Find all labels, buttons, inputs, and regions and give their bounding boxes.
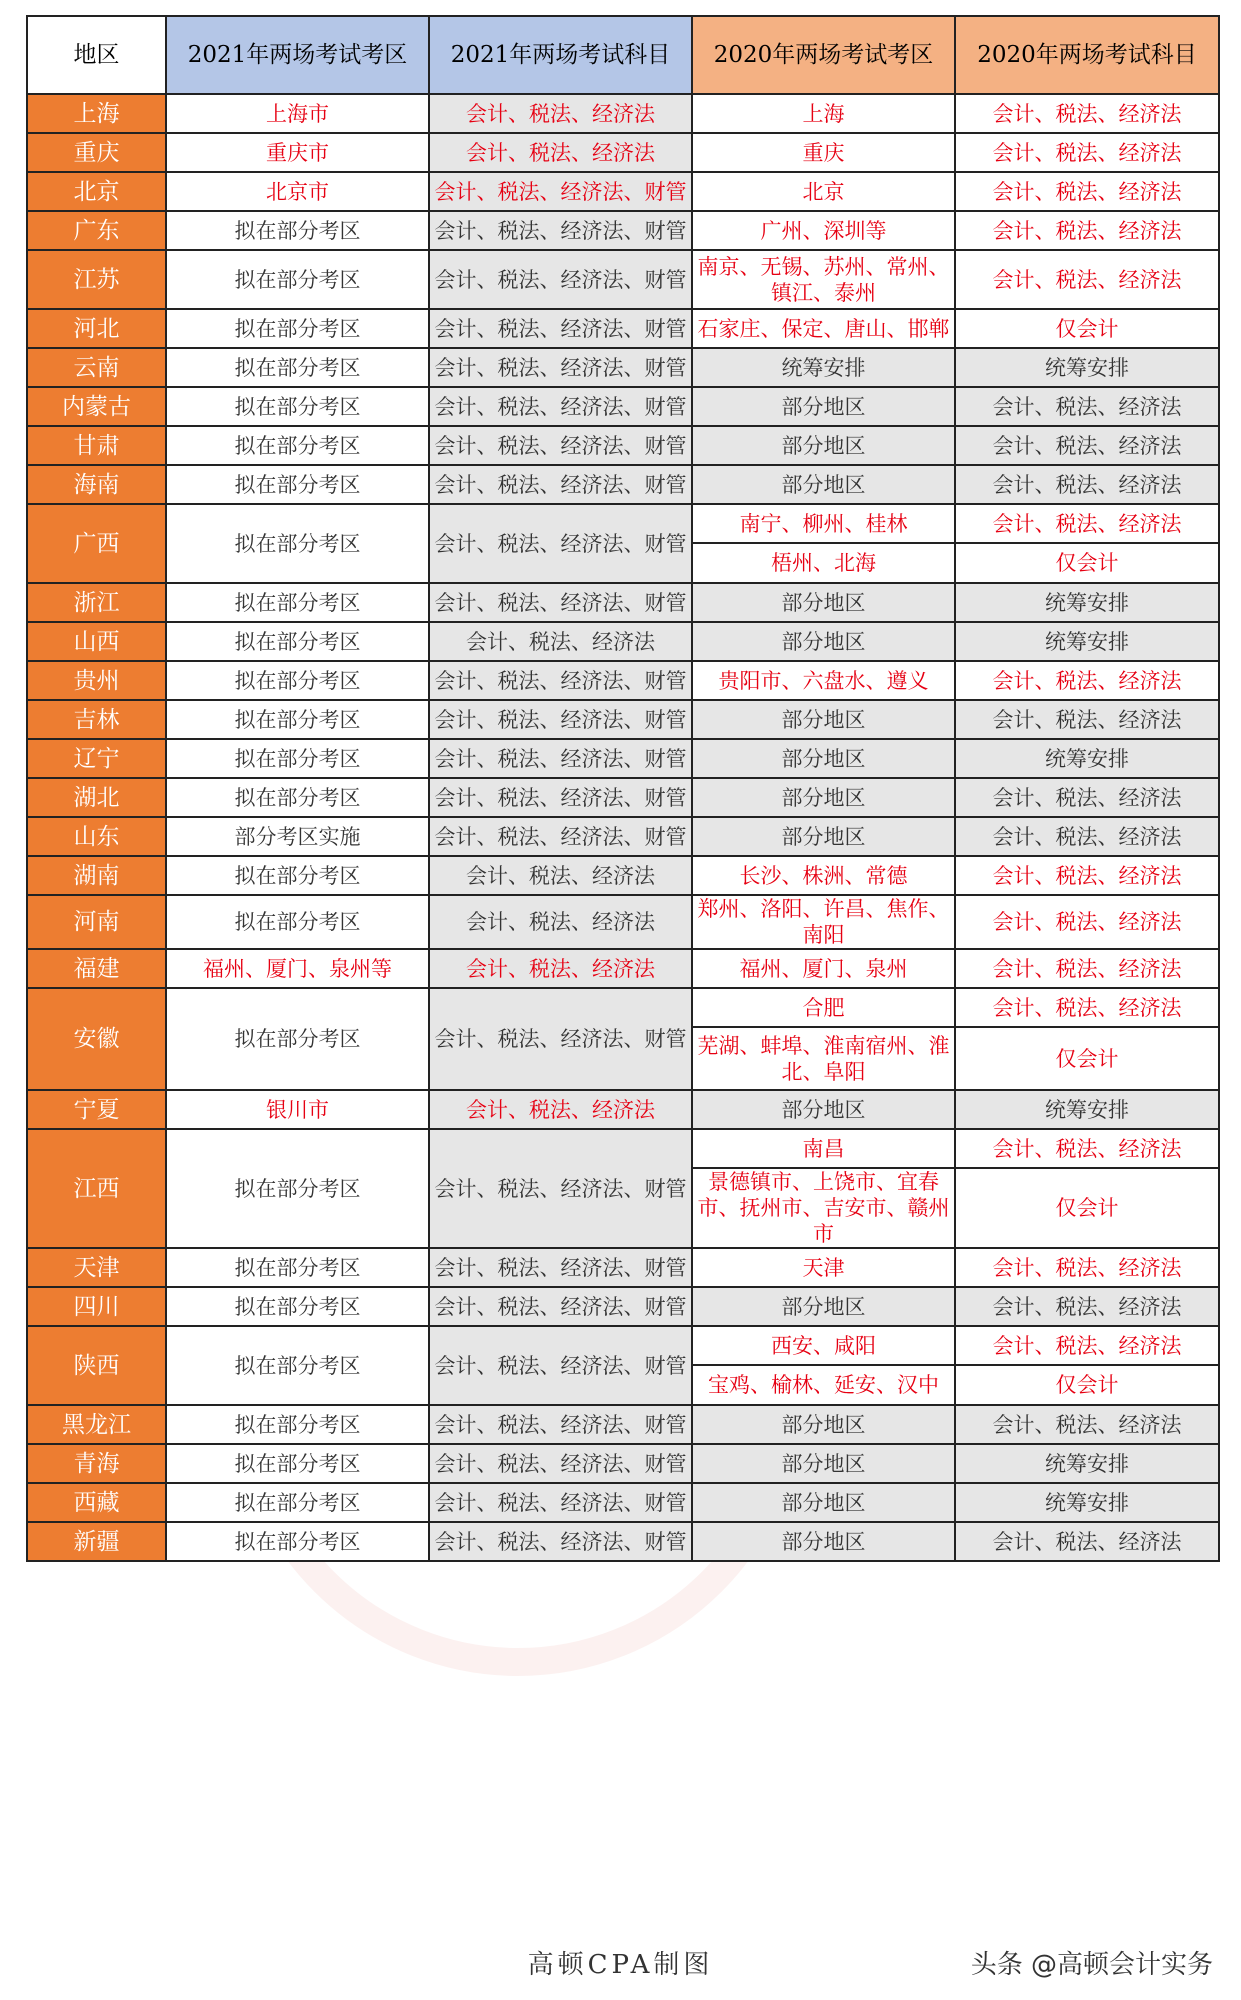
area-2021-cell: 拟在部分考区	[166, 1287, 429, 1326]
subjects-2020-cell: 仅会计	[955, 543, 1219, 583]
table-row	[27, 387, 1219, 426]
table-row	[27, 1129, 1219, 1168]
region-cell: 山西	[27, 622, 166, 661]
subjects-2020-cell: 会计、税法、经济法	[955, 1248, 1219, 1287]
subjects-2020-cell: 统筹安排	[955, 739, 1219, 778]
table-row	[27, 211, 1219, 250]
area-2021-cell: 拟在部分考区	[166, 309, 429, 348]
region-cell: 北京	[27, 172, 166, 211]
subjects-2020-cell: 会计、税法、经济法	[955, 1287, 1219, 1326]
region-cell: 贵州	[27, 661, 166, 700]
table-row	[27, 1248, 1219, 1287]
exam-area-table	[26, 15, 1220, 1562]
table-row	[27, 1522, 1219, 1561]
area-2021-cell: 拟在部分考区	[166, 622, 429, 661]
subjects-2020-cell: 统筹安排	[955, 1483, 1219, 1522]
area-2020-cell: 上海	[692, 94, 955, 133]
subjects-2021-cell: 会计、税法、经济法、财管	[429, 1248, 692, 1287]
region-cell: 内蒙古	[27, 387, 166, 426]
subjects-2020-cell: 会计、税法、经济法	[955, 172, 1219, 211]
table-row	[27, 1483, 1219, 1522]
region-cell: 吉林	[27, 700, 166, 739]
table-row	[27, 949, 1219, 988]
subjects-2020-cell: 统筹安排	[955, 583, 1219, 622]
area-2021-cell: 拟在部分考区	[166, 1405, 429, 1444]
subjects-2020-cell: 仅会计	[955, 1365, 1219, 1405]
subjects-2020-cell: 会计、税法、经济法	[955, 817, 1219, 856]
subjects-2021-cell: 会计、税法、经济法、财管	[429, 211, 692, 250]
table-row	[27, 895, 1219, 949]
subjects-2020-cell: 会计、税法、经济法	[955, 1522, 1219, 1561]
subjects-2021-cell: 会计、税法、经济法、财管	[429, 250, 692, 309]
area-2020-cell: 郑州、洛阳、许昌、焦作、南阳	[692, 895, 955, 949]
subjects-2020-cell: 会计、税法、经济法	[955, 1129, 1219, 1168]
subjects-2021-cell: 会计、税法、经济法	[429, 133, 692, 172]
subjects-2020-cell: 会计、税法、经济法	[955, 949, 1219, 988]
subjects-2021-cell: 会计、税法、经济法	[429, 94, 692, 133]
area-2020-cell: 部分地区	[692, 583, 955, 622]
area-2021-cell: 北京市	[166, 172, 429, 211]
area-2021-cell: 部分考区实施	[166, 817, 429, 856]
region-cell: 黑龙江	[27, 1405, 166, 1444]
table-row	[27, 1090, 1219, 1129]
chart-caption: 高顿CPA制图	[527, 1950, 714, 1980]
subjects-2020-cell: 统筹安排	[955, 622, 1219, 661]
table-row	[27, 583, 1219, 622]
area-2020-cell: 景德镇市、上饶市、宜春市、抚州市、吉安市、赣州市	[692, 1168, 955, 1248]
area-2020-cell: 福州、厦门、泉州	[692, 949, 955, 988]
region-cell: 湖南	[27, 856, 166, 895]
subjects-2021-cell: 会计、税法、经济法、财管	[429, 739, 692, 778]
subjects-2021-cell: 会计、税法、经济法、财管	[429, 817, 692, 856]
region-cell: 云南	[27, 348, 166, 387]
area-2020-cell: 芜湖、蚌埠、淮南宿州、淮北、阜阳	[692, 1027, 955, 1090]
subjects-2021-cell: 会计、税法、经济法、财管	[429, 1326, 692, 1405]
area-2021-cell: 拟在部分考区	[166, 739, 429, 778]
subjects-2021-cell: 会计、税法、经济法、财管	[429, 1129, 692, 1248]
subjects-2021-cell: 会计、税法、经济法、财管	[429, 309, 692, 348]
table-row	[27, 172, 1219, 211]
subjects-2021-cell: 会计、税法、经济法、财管	[429, 1444, 692, 1483]
area-2020-cell: 长沙、株洲、常德	[692, 856, 955, 895]
table-row	[27, 133, 1219, 172]
subjects-2020-cell: 会计、税法、经济法	[955, 94, 1219, 133]
region-cell: 河北	[27, 309, 166, 348]
subjects-2021-cell: 会计、税法、经济法、财管	[429, 387, 692, 426]
region-cell: 广东	[27, 211, 166, 250]
area-2020-cell: 石家庄、保定、唐山、邯郸	[692, 309, 955, 348]
area-2021-cell: 拟在部分考区	[166, 778, 429, 817]
region-cell: 山东	[27, 817, 166, 856]
subjects-2021-cell: 会计、税法、经济法、财管	[429, 778, 692, 817]
area-2021-cell: 拟在部分考区	[166, 661, 429, 700]
area-2021-cell: 拟在部分考区	[166, 348, 429, 387]
area-2021-cell: 拟在部分考区	[166, 426, 429, 465]
table-row	[27, 988, 1219, 1027]
region-cell: 江西	[27, 1129, 166, 1248]
table-row	[27, 739, 1219, 778]
table-row	[27, 309, 1219, 348]
area-2020-cell: 部分地区	[692, 739, 955, 778]
subjects-2021-cell: 会计、税法、经济法、财管	[429, 661, 692, 700]
subjects-2020-cell: 会计、税法、经济法	[955, 211, 1219, 250]
header-region: 地区	[27, 16, 166, 94]
area-2020-cell: 部分地区	[692, 622, 955, 661]
subjects-2021-cell: 会计、税法、经济法	[429, 895, 692, 949]
table-row	[27, 1287, 1219, 1326]
table-row	[27, 504, 1219, 543]
region-cell: 四川	[27, 1287, 166, 1326]
area-2021-cell: 拟在部分考区	[166, 1483, 429, 1522]
subjects-2021-cell: 会计、税法、经济法	[429, 856, 692, 895]
area-2020-cell: 西安、咸阳	[692, 1326, 955, 1365]
subjects-2020-cell: 会计、税法、经济法	[955, 387, 1219, 426]
subjects-2021-cell: 会计、税法、经济法、财管	[429, 583, 692, 622]
table-row	[27, 661, 1219, 700]
region-cell: 海南	[27, 465, 166, 504]
area-2021-cell: 银川市	[166, 1090, 429, 1129]
subjects-2020-cell: 会计、税法、经济法	[955, 1326, 1219, 1365]
subjects-2021-cell: 会计、税法、经济法、财管	[429, 172, 692, 211]
header-2020-subjects: 2020年两场考试科目	[955, 16, 1219, 94]
area-2021-cell: 拟在部分考区	[166, 1248, 429, 1287]
area-2021-cell: 重庆市	[166, 133, 429, 172]
subjects-2020-cell: 会计、税法、经济法	[955, 426, 1219, 465]
subjects-2020-cell: 仅会计	[955, 309, 1219, 348]
area-2021-cell: 拟在部分考区	[166, 250, 429, 309]
subjects-2021-cell: 会计、税法、经济法	[429, 622, 692, 661]
area-2020-cell: 部分地区	[692, 778, 955, 817]
area-2020-cell: 部分地区	[692, 1444, 955, 1483]
area-2021-cell: 拟在部分考区	[166, 504, 429, 583]
subjects-2021-cell: 会计、税法、经济法、财管	[429, 348, 692, 387]
area-2021-cell: 拟在部分考区	[166, 856, 429, 895]
table-row	[27, 1326, 1219, 1365]
region-cell: 新疆	[27, 1522, 166, 1561]
table-row	[27, 94, 1219, 133]
table-row	[27, 465, 1219, 504]
area-2021-cell: 拟在部分考区	[166, 988, 429, 1090]
subjects-2020-cell: 会计、税法、经济法	[955, 465, 1219, 504]
area-2020-cell: 部分地区	[692, 465, 955, 504]
subjects-2020-cell: 会计、税法、经济法	[955, 700, 1219, 739]
area-2021-cell: 拟在部分考区	[166, 1522, 429, 1561]
region-cell: 河南	[27, 895, 166, 949]
area-2020-cell: 部分地区	[692, 1483, 955, 1522]
area-2020-cell: 北京	[692, 172, 955, 211]
table-row	[27, 778, 1219, 817]
table-row	[27, 700, 1219, 739]
subjects-2021-cell: 会计、税法、经济法	[429, 1090, 692, 1129]
subjects-2020-cell: 会计、税法、经济法	[955, 250, 1219, 309]
table-body	[27, 94, 1219, 1561]
region-cell: 湖北	[27, 778, 166, 817]
region-cell: 广西	[27, 504, 166, 583]
area-2020-cell: 重庆	[692, 133, 955, 172]
subjects-2021-cell: 会计、税法、经济法、财管	[429, 465, 692, 504]
area-2020-cell: 部分地区	[692, 1405, 955, 1444]
subjects-2021-cell: 会计、税法、经济法、财管	[429, 426, 692, 465]
region-cell: 天津	[27, 1248, 166, 1287]
source-credit: 头条 @高顿会计实务	[970, 1950, 1213, 1980]
subjects-2021-cell: 会计、税法、经济法、财管	[429, 504, 692, 583]
subjects-2020-cell: 统筹安排	[955, 348, 1219, 387]
region-cell: 江苏	[27, 250, 166, 309]
region-cell: 陕西	[27, 1326, 166, 1405]
table-row	[27, 250, 1219, 309]
area-2020-cell: 部分地区	[692, 817, 955, 856]
area-2021-cell: 拟在部分考区	[166, 1444, 429, 1483]
table-row	[27, 622, 1219, 661]
region-cell: 甘肃	[27, 426, 166, 465]
subjects-2021-cell: 会计、税法、经济法、财管	[429, 1287, 692, 1326]
area-2020-cell: 部分地区	[692, 387, 955, 426]
subjects-2021-cell: 会计、税法、经济法、财管	[429, 988, 692, 1090]
subjects-2020-cell: 统筹安排	[955, 1090, 1219, 1129]
area-2021-cell: 上海市	[166, 94, 429, 133]
area-2020-cell: 宝鸡、榆林、延安、汉中	[692, 1365, 955, 1405]
subjects-2020-cell: 会计、税法、经济法	[955, 504, 1219, 543]
area-2020-cell: 南昌	[692, 1129, 955, 1168]
area-2020-cell: 部分地区	[692, 1522, 955, 1561]
subjects-2020-cell: 会计、税法、经济法	[955, 895, 1219, 949]
area-2020-cell: 部分地区	[692, 700, 955, 739]
region-cell: 西藏	[27, 1483, 166, 1522]
subjects-2020-cell: 会计、税法、经济法	[955, 856, 1219, 895]
area-2020-cell: 梧州、北海	[692, 543, 955, 583]
area-2020-cell: 天津	[692, 1248, 955, 1287]
area-2021-cell: 拟在部分考区	[166, 211, 429, 250]
area-2021-cell: 拟在部分考区	[166, 895, 429, 949]
subjects-2021-cell: 会计、税法、经济法、财管	[429, 1522, 692, 1561]
header-2020-areas: 2020年两场考试考区	[692, 16, 955, 94]
table-row	[27, 348, 1219, 387]
header-row	[27, 16, 1219, 94]
subjects-2020-cell: 会计、税法、经济法	[955, 661, 1219, 700]
subjects-2021-cell: 会计、税法、经济法、财管	[429, 1483, 692, 1522]
region-cell: 上海	[27, 94, 166, 133]
area-2020-cell: 广州、深圳等	[692, 211, 955, 250]
area-2021-cell: 拟在部分考区	[166, 700, 429, 739]
area-2020-cell: 南京、无锡、苏州、常州、镇江、泰州	[692, 250, 955, 309]
subjects-2020-cell: 会计、税法、经济法	[955, 133, 1219, 172]
area-2021-cell: 拟在部分考区	[166, 1129, 429, 1248]
area-2020-cell: 统筹安排	[692, 348, 955, 387]
area-2021-cell: 福州、厦门、泉州等	[166, 949, 429, 988]
region-cell: 青海	[27, 1444, 166, 1483]
region-cell: 安徽	[27, 988, 166, 1090]
area-2020-cell: 南宁、柳州、桂林	[692, 504, 955, 543]
table-row	[27, 426, 1219, 465]
area-2020-cell: 部分地区	[692, 1287, 955, 1326]
table-row	[27, 817, 1219, 856]
region-cell: 辽宁	[27, 739, 166, 778]
subjects-2021-cell: 会计、税法、经济法、财管	[429, 1405, 692, 1444]
subjects-2020-cell: 会计、税法、经济法	[955, 778, 1219, 817]
header-2021-areas: 2021年两场考试考区	[166, 16, 429, 94]
subjects-2020-cell: 仅会计	[955, 1027, 1219, 1090]
region-cell: 重庆	[27, 133, 166, 172]
subjects-2021-cell: 会计、税法、经济法	[429, 949, 692, 988]
area-2021-cell: 拟在部分考区	[166, 583, 429, 622]
region-cell: 浙江	[27, 583, 166, 622]
area-2021-cell: 拟在部分考区	[166, 1326, 429, 1405]
subjects-2020-cell: 会计、税法、经济法	[955, 1405, 1219, 1444]
table-row	[27, 856, 1219, 895]
region-cell: 福建	[27, 949, 166, 988]
area-2020-cell: 部分地区	[692, 426, 955, 465]
subjects-2020-cell: 会计、税法、经济法	[955, 988, 1219, 1027]
area-2021-cell: 拟在部分考区	[166, 465, 429, 504]
subjects-2020-cell: 仅会计	[955, 1168, 1219, 1248]
subjects-2021-cell: 会计、税法、经济法、财管	[429, 700, 692, 739]
area-2020-cell: 合肥	[692, 988, 955, 1027]
region-cell: 宁夏	[27, 1090, 166, 1129]
table-row	[27, 1444, 1219, 1483]
area-2020-cell: 部分地区	[692, 1090, 955, 1129]
table-row	[27, 1405, 1219, 1444]
area-2020-cell: 贵阳市、六盘水、遵义	[692, 661, 955, 700]
area-2021-cell: 拟在部分考区	[166, 387, 429, 426]
subjects-2020-cell: 统筹安排	[955, 1444, 1219, 1483]
header-2021-subjects: 2021年两场考试科目	[429, 16, 692, 94]
